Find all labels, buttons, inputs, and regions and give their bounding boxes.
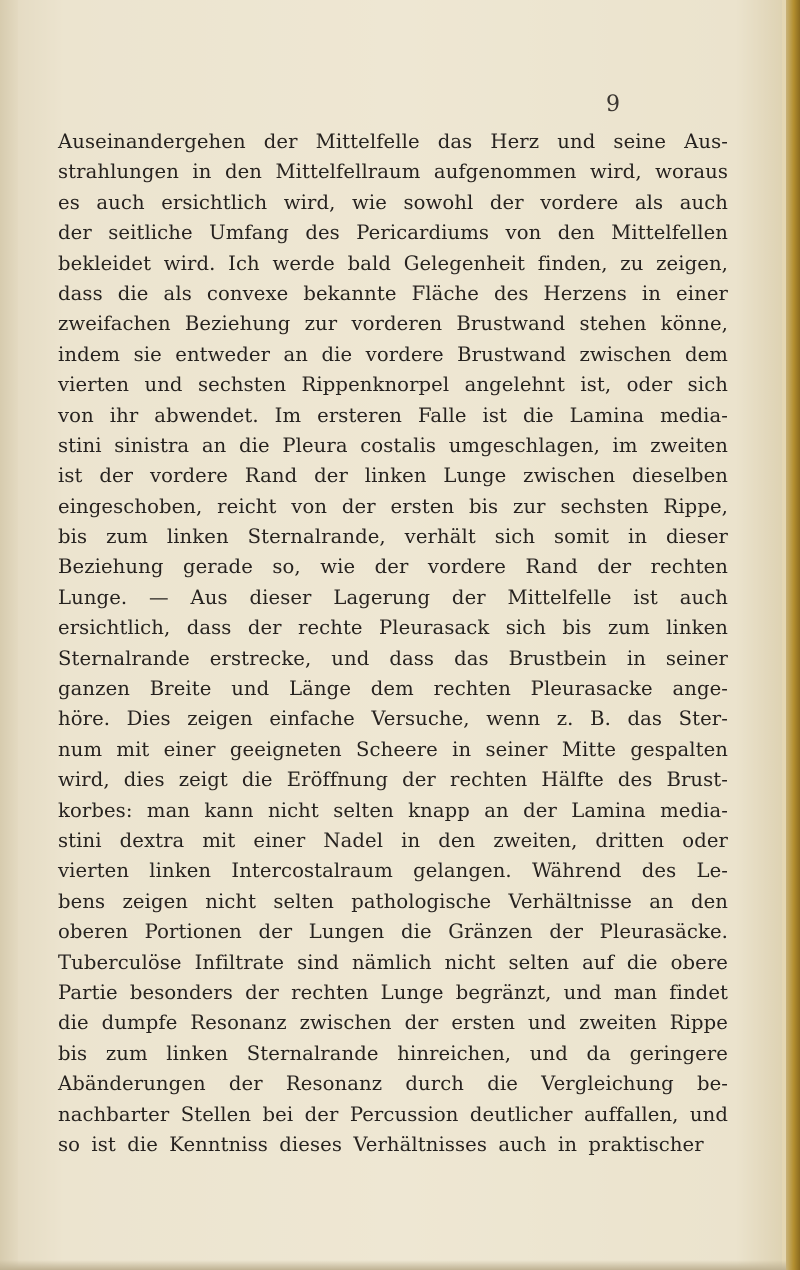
text-line: korbes: man kann nicht selten knapp an der Lamina media- — [58, 798, 728, 822]
text-line: von ihr abwendet. Im ersteren Falle ist die Lamina media- — [58, 403, 728, 427]
text-line: ist der vordere Rand der linken Lunge zwischen dieselben — [58, 464, 728, 488]
body-text — [58, 127, 728, 1160]
text-line: bekleidet wird. Ich werde bald Gelegenheit finden, zu zeigen, — [58, 251, 728, 275]
text-line: oberen Portionen der Lungen die Gränzen der Pleurasäcke. — [58, 920, 728, 944]
text-line: stini sinistra an die Pleura costalis umgeschlagen, im zweiten — [58, 433, 728, 457]
page-bottom-shadow — [0, 1260, 786, 1270]
text-line: es auch ersichtlich wird, wie sowohl der vordere als auch — [58, 190, 728, 214]
text-line: Sternalrande erstrecke, und dass das Brustbein in seiner — [58, 646, 728, 670]
text-line: bens zeigen nicht selten pathologische Verhältnisse an den — [58, 889, 728, 913]
text-line: Tuberculöse Infiltrate sind nämlich nicht selten auf die obere — [58, 950, 728, 974]
text-line: Abänderungen der Resonanz durch die Vergleichung be- — [58, 1072, 728, 1096]
text-line: die dumpfe Resonanz zwischen der ersten und zweiten Rippe — [58, 1011, 728, 1035]
text-line: Lunge. — Aus dieser Lagerung der Mittelfelle ist auch — [58, 585, 728, 609]
text-line: so ist die Kenntniss dieses Verhältnisses auch in praktischer — [58, 1132, 704, 1156]
text-line: höre. Dies zeigen einfache Versuche, wenn z. B. das Ster- — [58, 707, 728, 731]
text-line: dass die als convexe bekannte Fläche des Herzens in einer — [58, 281, 728, 305]
page-gutter-shadow — [0, 0, 18, 1270]
text-line: bis zum linken Sternalrande hinreichen, und da geringere — [58, 1041, 728, 1065]
text-line: eingeschoben, reicht von der ersten bis zur sechsten Rippe, — [58, 494, 728, 518]
text-line: Beziehung gerade so, wie der vordere Rand der rechten — [58, 555, 728, 579]
text-line: vierten linken Intercostalraum gelangen. Während des Le- — [58, 859, 728, 883]
text-line: Auseinandergehen der Mittelfelle das Herz und seine Aus- — [58, 130, 728, 153]
page-edge-binding — [786, 0, 800, 1270]
text-line: num mit einer geeigneten Scheere in seiner Mitte gespalten — [58, 737, 728, 761]
text-line: stini dextra mit einer Nadel in den zweiten, dritten oder — [58, 828, 728, 852]
text-line: wird, dies zeigt die Eröffnung der rechten Hälfte des Brust- — [58, 768, 728, 792]
text-line: vierten und sechsten Rippenknorpel angelehnt ist, oder sich — [58, 373, 728, 397]
text-line: nachbarter Stellen bei der Percussion deutlicher auffallen, und — [58, 1102, 728, 1126]
text-line: bis zum linken Sternalrande, verhält sich somit in dieser — [58, 525, 728, 549]
text-line: der seitliche Umfang des Pericardiums von den Mittelfellen — [58, 221, 728, 245]
text-line: Partie besonders der rechten Lunge begränzt, und man findet — [58, 980, 728, 1004]
text-line: strahlungen in den Mittelfellraum aufgenommen wird, woraus — [58, 160, 728, 184]
text-line: ganzen Breite und Länge dem rechten Pleurasacke ange- — [58, 677, 728, 701]
page-number: 9 — [606, 92, 620, 117]
text-line: indem sie entweder an die vordere Brustwand zwischen dem — [58, 342, 728, 366]
text-line: ersichtlich, dass der rechte Pleurasack sich bis zum linken — [58, 616, 728, 640]
text-line: zweifachen Beziehung zur vorderen Brustwand stehen könne, — [58, 312, 728, 336]
